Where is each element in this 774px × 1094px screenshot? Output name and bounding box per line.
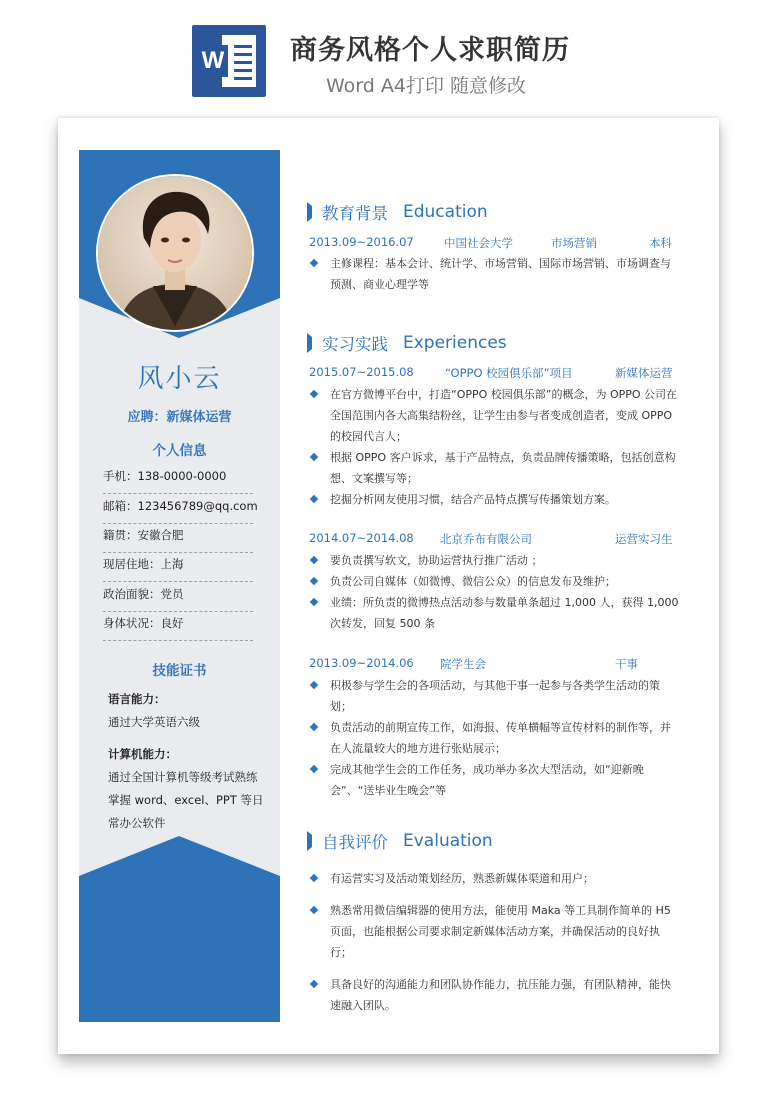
candidate-name: 风小云 [137, 364, 222, 394]
page-subtitle: Word A4打印 随意修改 [326, 75, 527, 97]
experience-entry-head [309, 365, 673, 383]
info-health: 身体状况：良好 [103, 612, 253, 641]
evaluation-title-cn: 自我评价 [322, 833, 388, 852]
experience-org: 院学生会 [440, 657, 486, 671]
experience-bullets [309, 384, 681, 510]
skills-block [108, 688, 268, 835]
evaluation-title-en: Evaluation [403, 831, 493, 851]
info-residence: 现居住地：上海 [103, 553, 253, 582]
computer-skill-line: 常办公软件 [108, 816, 166, 830]
experience-entry-head [309, 531, 673, 549]
language-skill-label: 语言能力： [108, 692, 166, 706]
page-title: 商务风格个人求职简历 [290, 35, 570, 66]
computer-skill-line: 掌握 word、excel、PPT 等日 [108, 793, 264, 807]
personal-info-heading: 个人信息 [152, 443, 207, 459]
list-item: 完成其他学生会的工作任务，成功举办多次大型活动，如“迎新晚会”、“送毕业生晚会”等 [309, 759, 681, 801]
computer-skill-label: 计算机能力： [108, 747, 177, 761]
computer-skill-line: 通过全国计算机等级考试熟练 [108, 770, 258, 784]
experience-org: “OPPO 校园俱乐部”项目 [445, 366, 573, 380]
resume-sidebar [79, 150, 280, 1022]
list-item: 业绩：所负责的微博热点活动参与数量单条超过 1,000 人，获得 1,000 次转发，回复 500 条 [309, 592, 681, 634]
list-item: 挖掘分析网友使用习惯，结合产品特点撰写传播策划方案。 [309, 489, 681, 510]
education-title-cn: 教育背景 [322, 204, 388, 223]
section-marker [307, 831, 312, 851]
experience-title-en: Experiences [403, 333, 507, 353]
list-item: 积极参与学生会的各项活动，与其他干事一起参与各类学生活动的策划； [309, 675, 681, 717]
list-item: 根据 OPPO 客户诉求，基于产品特点，负责品牌传播策略，包括创意构想、文案撰写等； [309, 447, 681, 489]
experience-bullets [309, 550, 681, 634]
experience-bullets [309, 675, 681, 801]
experience-title-cn: 实习实践 [322, 335, 388, 354]
experience-role: 新媒体运营 [615, 366, 673, 380]
list-item: 要负责撰写软文，协助运营执行推广活动 ； [309, 550, 681, 571]
section-marker [307, 333, 312, 353]
education-date: 2013.09~2016.07 [309, 235, 414, 249]
education-entry-head [309, 235, 673, 253]
experience-role: 运营实习生 [615, 532, 673, 546]
evaluation-section-title [307, 829, 493, 853]
language-skill-text: 通过大学英语六级 [108, 715, 200, 729]
education-section-title [307, 200, 488, 224]
education-bullets [309, 253, 681, 295]
list-item: 主修课程：基本会计、统计学、市场营销、国际市场营销、市场调查与预测、商业心理学等 [309, 253, 681, 295]
experience-date: 2014.07~2014.08 [309, 531, 414, 545]
experience-role: 干事 [615, 657, 638, 671]
education-degree: 本科 [649, 236, 672, 250]
list-item: 熟悉常用微信编辑器的使用方法，能使用 Maka 等工具制作简单的 H5 页面，也能根据公司要求制定新媒体活动方案，并确保活动的良好执行； [309, 900, 681, 963]
experience-org: 北京乔布有限公司 [440, 532, 532, 546]
skills-heading: 技能证书 [152, 663, 207, 679]
info-political-status: 政治面貌：党员 [103, 583, 253, 612]
experience-date: 2013.09~2014.06 [309, 656, 414, 670]
list-item: 负责活动的前期宣传工作，如海报、传单横幅等宣传材料的制作等，并在人流量较大的地方进行张贴展示； [309, 717, 681, 759]
info-hometown: 籍贯：安徽合肥 [103, 524, 253, 553]
list-item: 具备良好的沟通能力和团队协作能力，抗压能力强，有团队精神，能快速融入团队。 [309, 974, 681, 1016]
word-letter: W [198, 45, 228, 77]
experience-section-title [307, 331, 507, 355]
education-major: 市场营销 [551, 236, 597, 250]
info-email: 邮箱：123456789@qq.com [103, 495, 253, 524]
evaluation-bullets [309, 868, 681, 1027]
education-title-en: Education [403, 202, 488, 222]
list-item: 负责公司自媒体（如微博、微信公众）的信息发布及维护； [309, 571, 681, 592]
list-item: 在官方微博平台中，打造“OPPO 校园俱乐部”的概念，为 OPPO 公司在全国范围内各大高集结粉丝，让学生由参与者变成创造者，变成 OPPO 的校园代言人； [309, 384, 681, 447]
page-header [0, 0, 774, 115]
word-document-icon [192, 25, 266, 97]
section-marker [307, 202, 312, 222]
resume-page [58, 118, 719, 1054]
list-item: 有运营实习及活动策划经历，熟悉新媒体渠道和用户； [309, 868, 681, 889]
experience-entry-head [309, 656, 673, 674]
avatar [96, 174, 254, 332]
info-phone: 手机：138-0000-0000 [103, 465, 253, 494]
applied-position: 应聘：新媒体运营 [127, 410, 232, 425]
education-school: 中国社会大学 [444, 236, 513, 250]
experience-date: 2015.07~2015.08 [309, 365, 414, 379]
sidebar-bottom-banner [79, 836, 280, 1022]
